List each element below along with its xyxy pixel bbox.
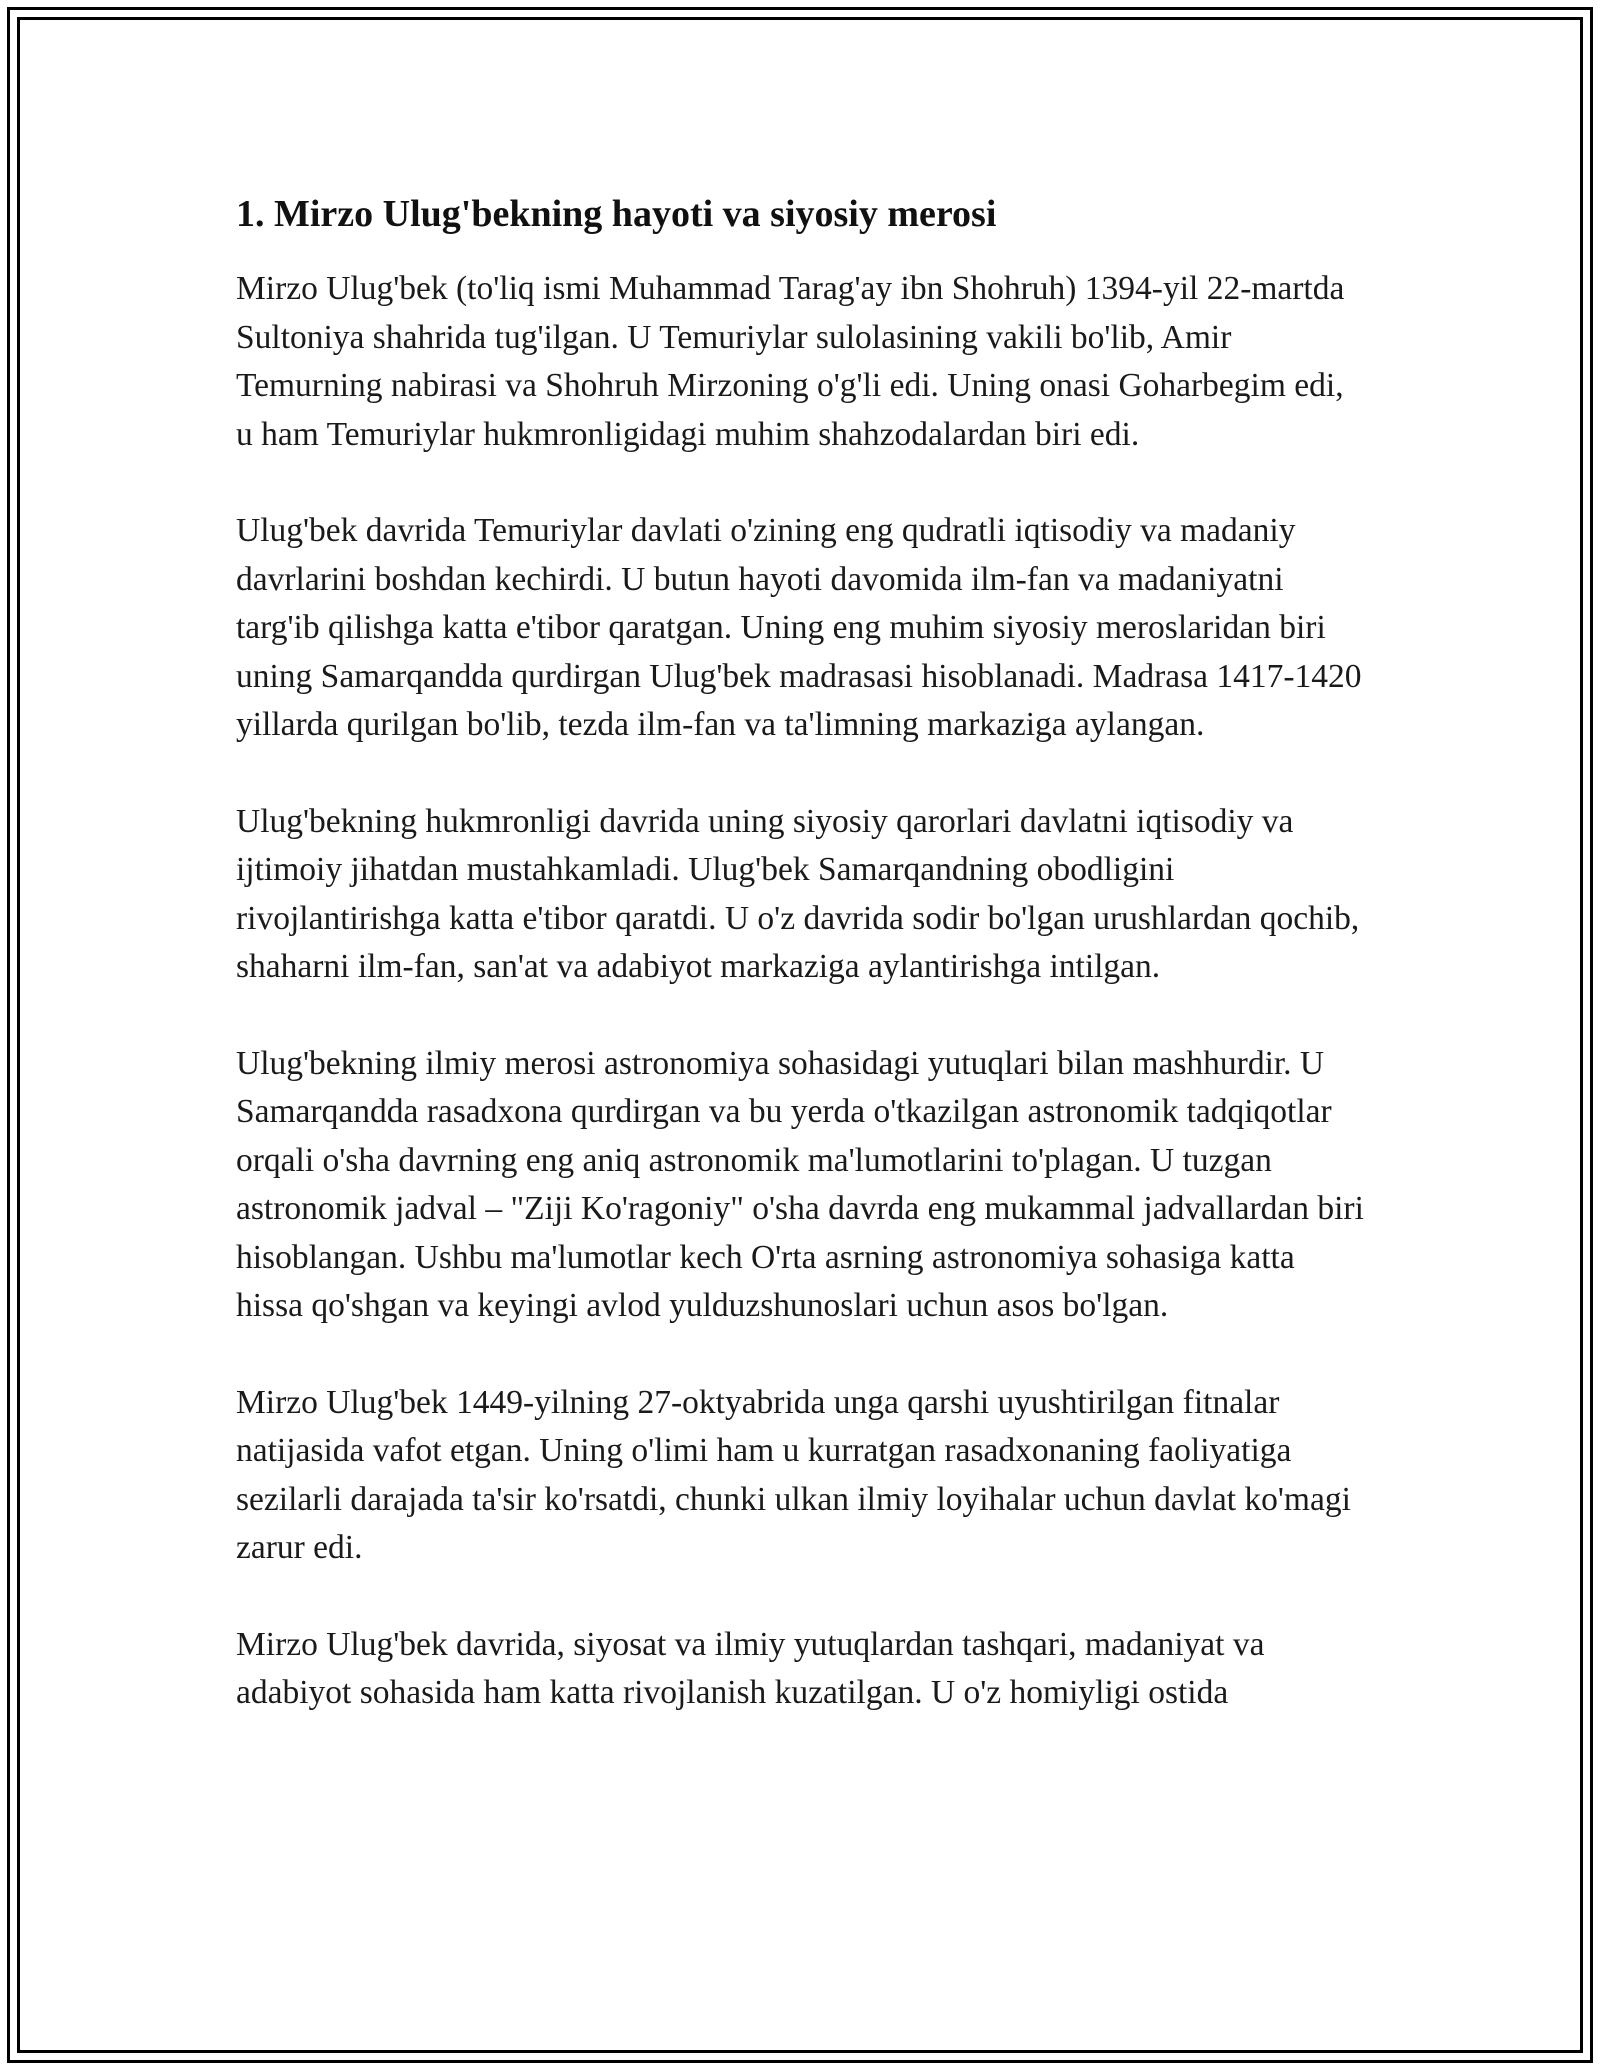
paragraph-rule: Ulug'bekning hukmronligi davrida uning siyosiy qarorlari davlatni iqtisodiy va ijtimoiy jihatdan mustahkamladi. Ulug'bek Samarqandning obodligini rivojlantirishga katta e'tibor qaratdi. U o'z davrida sodir bo'lgan urushlardan qochib, shaharni ilm-fan, san'at va adabiyot markaziga aylantirishga intilgan. [236,802,1360,985]
paragraph-birth: Mirzo Ulug'bek (to'liq ismi Muhammad Tarag'ay ibn Shohruh) 1394-yil 22-martda Sultoniya shahrida tug'ilgan. U Temuriylar sulolasining vakili bo'lib, Amir Temurning nabirasi va Shohruh Mirzoning o'g'li edi. Uning onasi Goharbegim edi, u ham Temuriylar hukmronligidagi muhim shahzodalardan biri edi. [236,270,1345,453]
section-heading: 1. Mirzo Ulug'bekning hayoti va siyosiy merosi [236,193,997,235]
paragraph-astronomy: Ulug'bekning ilmiy merosi astronomiya sohasidagi yutuqlari bilan mashhurdir. U Samarqandda rasadxona qurdirgan va bu yerda o'tkazilgan astronomik tadqiqotlar orqali o'sha davrning eng aniq astronomik ma'lumotlarini to'plagan. U tuzgan astronomik jadval – "Ziji Ko'ragoniy" o'sha davrda eng mukammal jadvallardan biri hisoblangan. Ushbu ma'lumotlar kech O'rta asrning astronomiya sohasiga katta hissa qo'shgan va keyingi avlod yulduzshunoslari uchun asos bo'lgan. [236,1044,1364,1324]
document-body [236,188,1366,1766]
paragraph-madrasa: Ulug'bek davrida Temuriylar davlati o'zining eng qudratli iqtisodiy va madaniy davrlarini boshdan kechirdi. U butun hayoti davomida ilm-fan va madaniyatni targ'ib qilishga katta e'tibor qaratgan. Uning eng muhim siyosiy meroslaridan biri uning Samarqandda qurdirgan Ulug'bek madrasasi hisoblanadi. Madrasa 1417-1420 yillarda qurilgan bo'lib, tezda ilm-fan va ta'limning markaziga aylangan. [236,512,1362,743]
paragraph-culture: Mirzo Ulug'bek davrida, siyosat va ilmiy yutuqlardan tashqari, madaniyat va adabiyot sohasida ham katta rivojlanish kuzatilgan. U o'z homiyligi ostida [236,1625,1265,1711]
paragraph-death: Mirzo Ulug'bek 1449-yilning 27-oktyabrida unga qarshi uyushtirilgan fitnalar natijasida vafot etgan. Uning o'limi ham u kurratgan rasadxonaning faoliyatiga sezilarli darajada ta'sir ko'rsatdi, chunki ulkan ilmiy loyihalar uchun davlat ko'magi zarur edi. [236,1383,1351,1566]
